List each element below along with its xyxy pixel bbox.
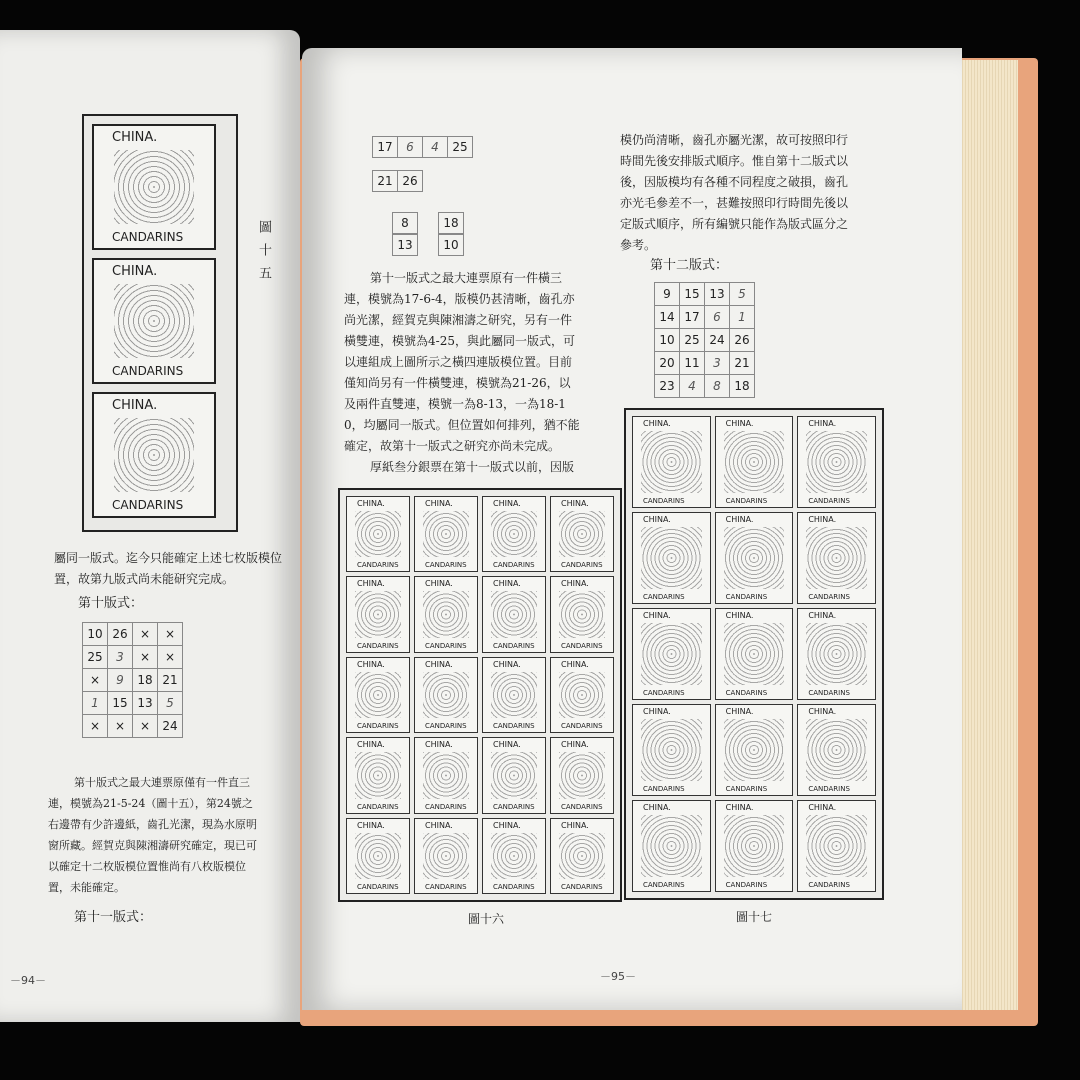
stamp-country-text: CHINA. (725, 515, 754, 524)
stamp-denomination-text: CANDARINS (808, 689, 850, 697)
sheet-stamp (715, 416, 794, 508)
stamp-country-text: CHINA. (357, 659, 385, 669)
left-page (0, 30, 300, 1022)
twelfth-plate-grid: 9 15 13 5 14 17 6 1 10 25 24 26 20 11 3 21 23 4 8 18 (654, 282, 755, 398)
stamp-denomination-text: CANDARINS (357, 722, 399, 731)
stamp-country-text: CHINA. (425, 740, 453, 750)
stamp-country-text: CHINA. (808, 515, 837, 524)
figure-17-caption: 圖十七 (736, 910, 773, 924)
stamp-country-text: CHINA. (725, 707, 754, 716)
paragraph: 屬同一版式。迄今只能確定上述七枚版模位 置，故第九版式尚未能研究完成。 (54, 551, 283, 586)
sheet-stamp (632, 704, 711, 796)
stamp-country-text: CHINA. (561, 820, 589, 830)
stamp-country-text: CHINA. (643, 707, 671, 716)
stamp-country-text: CHINA. (725, 419, 754, 428)
sheet-stamp (632, 800, 711, 892)
stamp-denomination-text: CANDARINS (561, 722, 603, 731)
stamp-country-text: CHINA. (808, 707, 837, 716)
stamp-denomination-text: CANDARINS (561, 882, 603, 891)
stamp-denomination-text: CANDARINS (643, 689, 685, 697)
sheet-stamp (414, 737, 478, 813)
stamp-denomination-text: CANDARINS (643, 881, 685, 889)
eleventh-plate-row-block: 17 6 4 25 (372, 136, 473, 158)
sheet-stamp (550, 737, 614, 813)
stamp-denomination-text: CANDARINS (493, 641, 535, 650)
stamp-denomination-text: CANDARINS (725, 593, 768, 601)
stamp-denomination-text: CANDARINS (561, 802, 603, 811)
stamp: CHINA. CANDARINS (92, 258, 216, 384)
figure-15-label: 圖十五 (256, 220, 271, 289)
tenth-plate-grid: 10 26 × × 25 3 × × × 9 18 21 1 15 13 5 × × × 24 (82, 622, 183, 738)
stamp-denomination-text: CANDARINS (725, 497, 768, 505)
paragraph-eleventh-plate: 第十一版式之最大連票原有一件橫三 連，模號為17-6-4，版模仍甚清晰，齒孔亦 尚光潔，經賀克與陳湘濤之研究，另有一件 橫雙連，模號為4-25，與此屬同一版式，可 以連組成上圖所示之橫四連版模位置。目前 僅知尚另有一件橫雙連，模號為21-26，以 及兩件直雙連，模號一為8-13，一為18-1 0，均屬同一版式。但位置如何排列，猶不能 確定，故第十一版式之研究亦尚未完成。 厚紙叁分銀票在第十一版式以前，因版 (344, 271, 580, 474)
stamp-denomination-text: CANDARINS (425, 561, 467, 570)
stamp-denomination-text: CANDARINS (561, 561, 603, 570)
stamp-country-text: CHINA. (561, 659, 589, 669)
stamp-country-text: CHINA. (643, 515, 671, 524)
stamp-denomination-text: CANDARINS (357, 641, 399, 650)
sheet-stamp (797, 416, 876, 508)
sheet-stamp (797, 800, 876, 892)
sheet-stamp (632, 416, 711, 508)
stamp-denomination-text: CANDARINS (493, 802, 535, 811)
stamp-country-text: CHINA. (493, 499, 521, 508)
stamp-country-text: CHINA. (808, 419, 837, 428)
sheet-stamp (346, 737, 410, 813)
sheet-stamp (346, 576, 410, 652)
figure-15-stamp-strip (82, 114, 238, 532)
page-number: －95－ (600, 970, 636, 983)
sheet-stamp (482, 657, 546, 733)
stamp-denomination-text: CANDARINS (561, 641, 603, 650)
stamp-country-text: CHINA. (493, 820, 521, 830)
stamp-denomination-text: CANDARINS (643, 497, 685, 505)
stamp-country-text: CHINA. (561, 499, 589, 508)
heading-eleventh-plate: 第十一版式： (74, 910, 153, 925)
stamp: CHINA. CANDARINS (92, 392, 216, 518)
stamp-country-text: CHINA. (357, 579, 385, 589)
sheet-stamp (632, 512, 711, 604)
paragraph-right-column: 模仍尚清晰，齒孔亦屬光潔，故可按照印行 時間先後安排版式順序。惟自第十二版式以 後，因版模均有各種不同程度之破損，齒孔 亦光毛參差不一，甚難按照印行時間先後以 定版式順序，所有編號只能作為版式區分之 參考。 (620, 133, 849, 252)
figure-16-caption: 圖十六 (468, 912, 505, 926)
stamp-denomination-text: CANDARINS (425, 802, 467, 811)
stamp-country-text: CHINA. (357, 820, 385, 830)
sheet-stamp (797, 512, 876, 604)
sheet-stamp (797, 608, 876, 700)
stamp: CHINA. CANDARINS (92, 124, 216, 250)
stamp-denomination-text: CANDARINS (808, 497, 850, 505)
stamp-denomination-text: CANDARINS (357, 802, 399, 811)
stamp-denomination-text: CANDARINS (425, 722, 467, 731)
stamp-denomination-text: CANDARINS (357, 882, 399, 891)
stamp-denomination-text: CANDARINS (643, 593, 685, 601)
stamp-denomination-text: CANDARINS (425, 882, 467, 891)
stamp-country-text: CHINA. (808, 611, 837, 620)
stamp-country-text: CHINA. (425, 499, 453, 508)
eleventh-plate-vertical-pairs: 8 18 13 10 (372, 212, 484, 256)
stamp-country-text: CHINA. (425, 659, 453, 669)
heading-twelfth-plate: 第十二版式： (650, 258, 729, 273)
page-edges (960, 60, 1018, 1010)
stamp-country-text: CHINA. (561, 740, 589, 750)
stamp-country-text: CHINA. (561, 579, 589, 589)
figure-17-stamp-sheet (624, 408, 884, 900)
stamp-country-text: CHINA. (808, 803, 837, 812)
heading-tenth-plate: 第十版式： (78, 596, 144, 611)
stamp-country-text: CHINA. (643, 611, 671, 620)
right-page (302, 48, 962, 1010)
stamp-denomination-text: CANDARINS (493, 882, 535, 891)
sheet-stamp (482, 737, 546, 813)
stamp-country-text: CHINA. (357, 499, 385, 508)
stamp-denomination-text: CANDARINS (425, 641, 467, 650)
stamp-denomination-text: CANDARINS (725, 689, 768, 697)
sheet-stamp (482, 496, 546, 572)
stamp-denomination-text: CANDARINS (808, 593, 850, 601)
sheet-stamp (632, 608, 711, 700)
stamp-denomination-text: CANDARINS (643, 785, 685, 793)
stamp-denomination-text: CANDARINS (808, 785, 850, 793)
sheet-stamp (550, 818, 614, 894)
stamp-country-text: CHINA. (643, 803, 671, 812)
sheet-stamp (715, 512, 794, 604)
sheet-stamp (550, 657, 614, 733)
stamp-country-text: CHINA. (493, 659, 521, 669)
stamp-country-text: CHINA. (493, 740, 521, 750)
stamp-country-text: CHINA. (643, 419, 671, 428)
sheet-stamp (414, 576, 478, 652)
paragraph: 第十版式之最大連票原僅有一件直三 連，模號為21-5-24（圖十五），第24號之 右邊帶有少許邊紙，齒孔光潔，現為水原明 窗所藏。經賀克與陳湘濤研究確定，現已可 以確定十二枚版模位置惟尚有八枚版模位 置，未能確定。 (48, 776, 257, 894)
stamp-country-text: CHINA. (357, 740, 385, 750)
sheet-stamp (482, 576, 546, 652)
sheet-stamp (550, 496, 614, 572)
sheet-stamp (414, 657, 478, 733)
sheet-stamp (414, 818, 478, 894)
stamp-denomination-text: CANDARINS (493, 561, 535, 570)
page-number: －94－ (10, 974, 46, 987)
eleventh-plate-pair-block: 21 26 (372, 170, 423, 192)
sheet-stamp (346, 657, 410, 733)
sheet-stamp (482, 818, 546, 894)
stamp-denomination-text: CANDARINS (357, 561, 399, 570)
stamp-denomination-text: CANDARINS (725, 881, 768, 889)
sheet-stamp (715, 800, 794, 892)
sheet-stamp (797, 704, 876, 796)
sheet-stamp (414, 496, 478, 572)
stamp-country-text: CHINA. (425, 579, 453, 589)
stamp-country-text: CHINA. (493, 579, 521, 589)
sheet-stamp (346, 818, 410, 894)
sheet-stamp (715, 608, 794, 700)
stamp-country-text: CHINA. (725, 611, 754, 620)
stamp-denomination-text: CANDARINS (493, 722, 535, 731)
sheet-stamp (715, 704, 794, 796)
stamp-country-text: CHINA. (425, 820, 453, 830)
stamp-country-text: CHINA. (725, 803, 754, 812)
stamp-denomination-text: CANDARINS (808, 881, 850, 889)
sheet-stamp (550, 576, 614, 652)
sheet-stamp (346, 496, 410, 572)
figure-16-stamp-sheet (338, 488, 622, 902)
stamp-denomination-text: CANDARINS (725, 785, 768, 793)
